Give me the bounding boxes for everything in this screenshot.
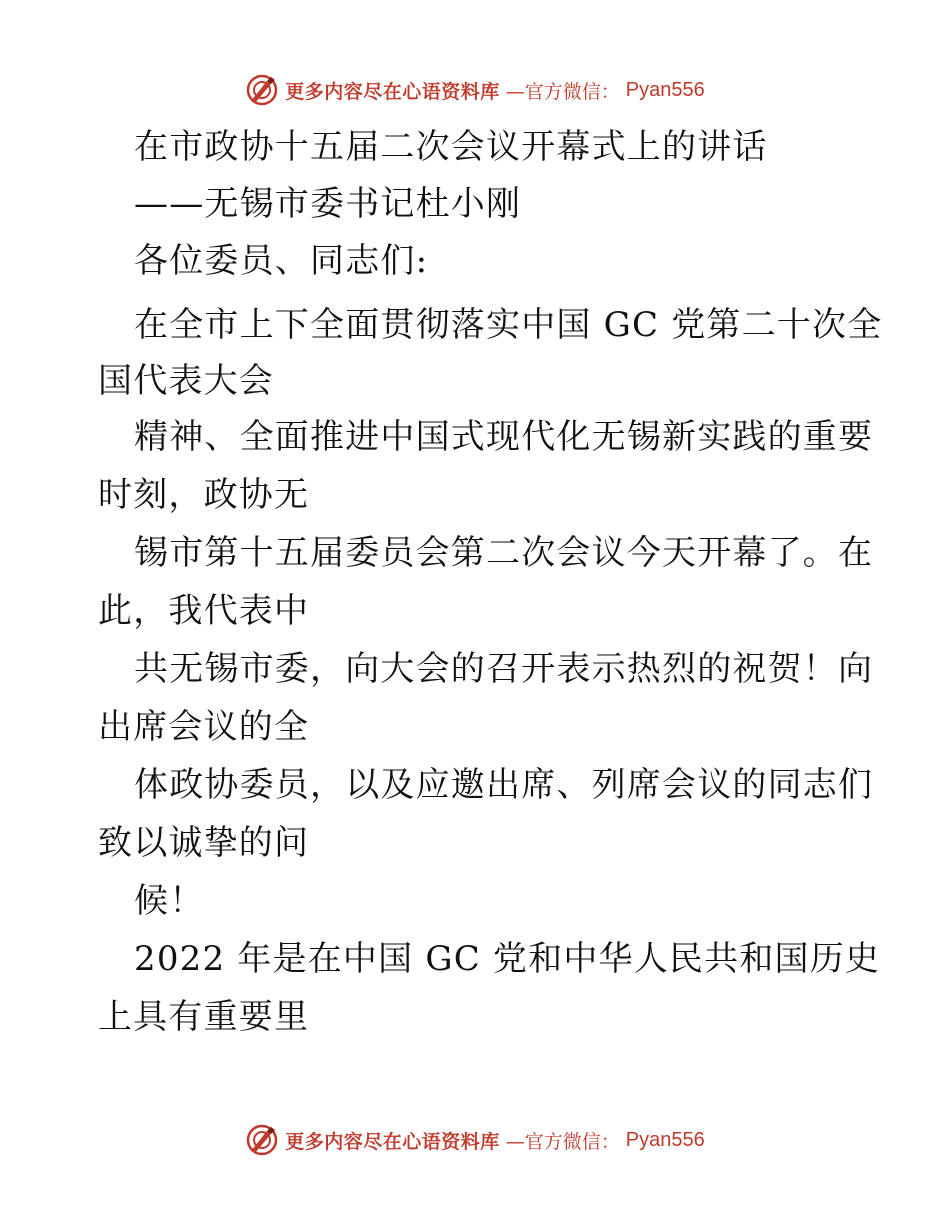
salutation: 各位委员、同志们: bbox=[134, 241, 429, 281]
paragraph-line: 时刻，政协无 bbox=[98, 475, 310, 515]
banner-wechat-id: Pyan556 bbox=[625, 78, 705, 101]
paragraph-line: 在全市上下全面贯彻落实中国 GC 党第二十次全 bbox=[134, 305, 883, 345]
paragraph-line: 锡市第十五届委员会第二次会议今天开幕了。在 bbox=[134, 533, 874, 573]
banner-main-text: 更多内容尽在心语资料库 bbox=[285, 80, 500, 103]
paragraph-line: 体政协委员，以及应邀出席、列席会议的同志们 bbox=[134, 765, 874, 805]
paragraph-line: 国代表大会 bbox=[98, 361, 274, 401]
paragraph-line: 候！ bbox=[134, 881, 205, 921]
paragraph-line: 致以诚挚的问 bbox=[98, 823, 310, 863]
banner-sub-text: —官方微信： bbox=[505, 80, 620, 103]
paragraph-line: 此，我代表中 bbox=[98, 591, 310, 631]
header-banner bbox=[0, 72, 950, 108]
pen-logo-icon bbox=[245, 1123, 279, 1157]
paragraph-line: 共无锡市委，向大会的召开表示热烈的祝贺！向 bbox=[134, 649, 874, 689]
speech-author: ——无锡市委书记杜小刚 bbox=[134, 184, 522, 224]
paragraph-line: 2022 年是在中国 GC 党和中华人民共和国历史 bbox=[134, 939, 881, 979]
paragraph-line: 出席会议的全 bbox=[98, 707, 310, 747]
paragraph-line: 精神、全面推进中国式现代化无锡新实践的重要 bbox=[134, 417, 874, 457]
banner-main-text: 更多内容尽在心语资料库 bbox=[285, 1130, 500, 1153]
pen-logo-icon bbox=[245, 73, 279, 107]
banner-wechat-id: Pyan556 bbox=[625, 1128, 705, 1151]
footer-banner bbox=[0, 1122, 950, 1158]
banner-sub-text: —官方微信： bbox=[505, 1130, 620, 1153]
speech-title: 在市政协十五届二次会议开幕式上的讲话 bbox=[134, 127, 768, 167]
paragraph-line: 上具有重要里 bbox=[98, 997, 310, 1037]
